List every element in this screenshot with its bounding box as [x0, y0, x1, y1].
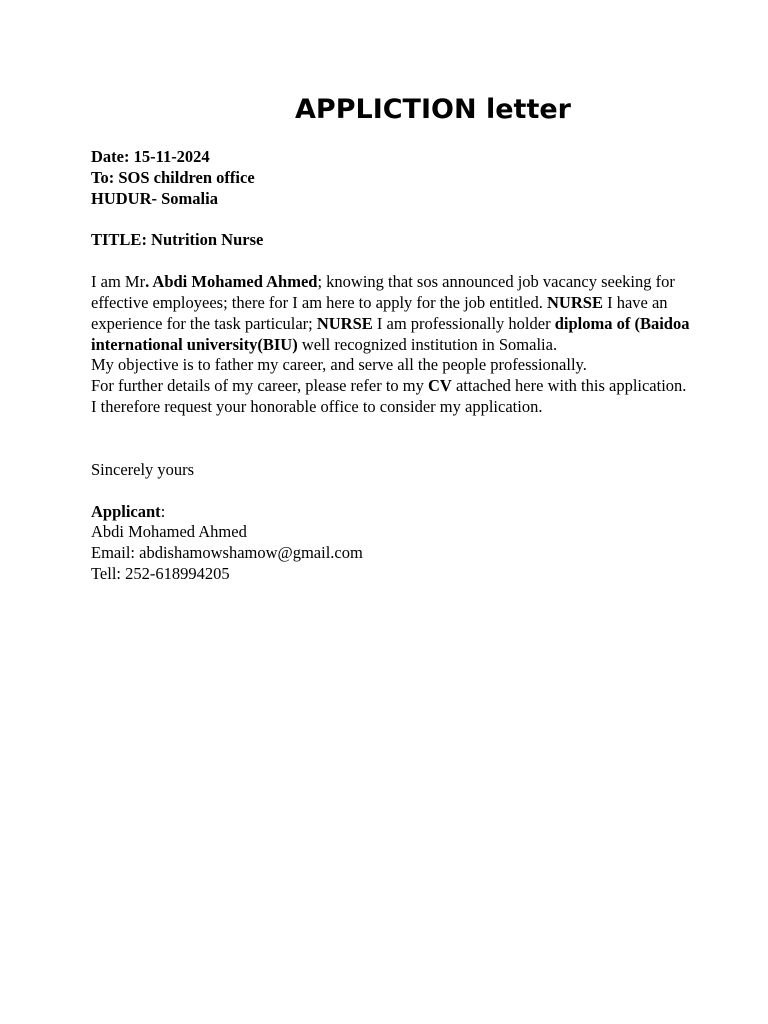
- applicant-name-inline: . Abdi Mohamed Ahmed: [145, 272, 318, 292]
- objective-line: My objective is to father my career, and serve all the people professionally.: [91, 355, 587, 375]
- date-line: Date: 15-11-2024: [91, 147, 210, 166]
- intro-paragraph: I am Mr. Abdi Mohamed Ahmed; knowing that sos announced job vacancy seeking for effective employees; there for I am here to apply for the job entitled. NURSE I have an experience for the task particular; NURSE I am professionally holder diploma of (Baidoa international university(BIU) well recognized institution in Somalia.: [91, 272, 690, 354]
- email-line: Email: abdishamowshamow@gmail.com: [91, 543, 363, 563]
- cv-reference: CV: [428, 376, 452, 396]
- applicant-name: Abdi Mohamed Ahmed: [91, 522, 247, 542]
- qualification: diploma of (Baidoa international university(BIU): [91, 313, 690, 354]
- letter-title: APPLICTION letter: [295, 94, 571, 125]
- request-line: I therefore request your honorable office to consider my application.: [91, 396, 543, 416]
- phone-line: Tell: 252-618994205: [91, 563, 230, 583]
- subject-line: TITLE: Nutrition Nurse: [91, 230, 264, 250]
- position-name: NURSE: [547, 292, 603, 312]
- location-line: HUDUR- Somalia: [91, 188, 218, 208]
- closing-line: Sincerely yours: [91, 459, 195, 479]
- recipient-line: To: SOS children office: [91, 167, 255, 187]
- applicant-label: Applicant:: [91, 501, 166, 521]
- letter-body: [91, 147, 711, 585]
- position-name: NURSE: [316, 313, 373, 333]
- cv-line: For further details of my career, please refer to my CV attached here with this application.: [91, 376, 687, 396]
